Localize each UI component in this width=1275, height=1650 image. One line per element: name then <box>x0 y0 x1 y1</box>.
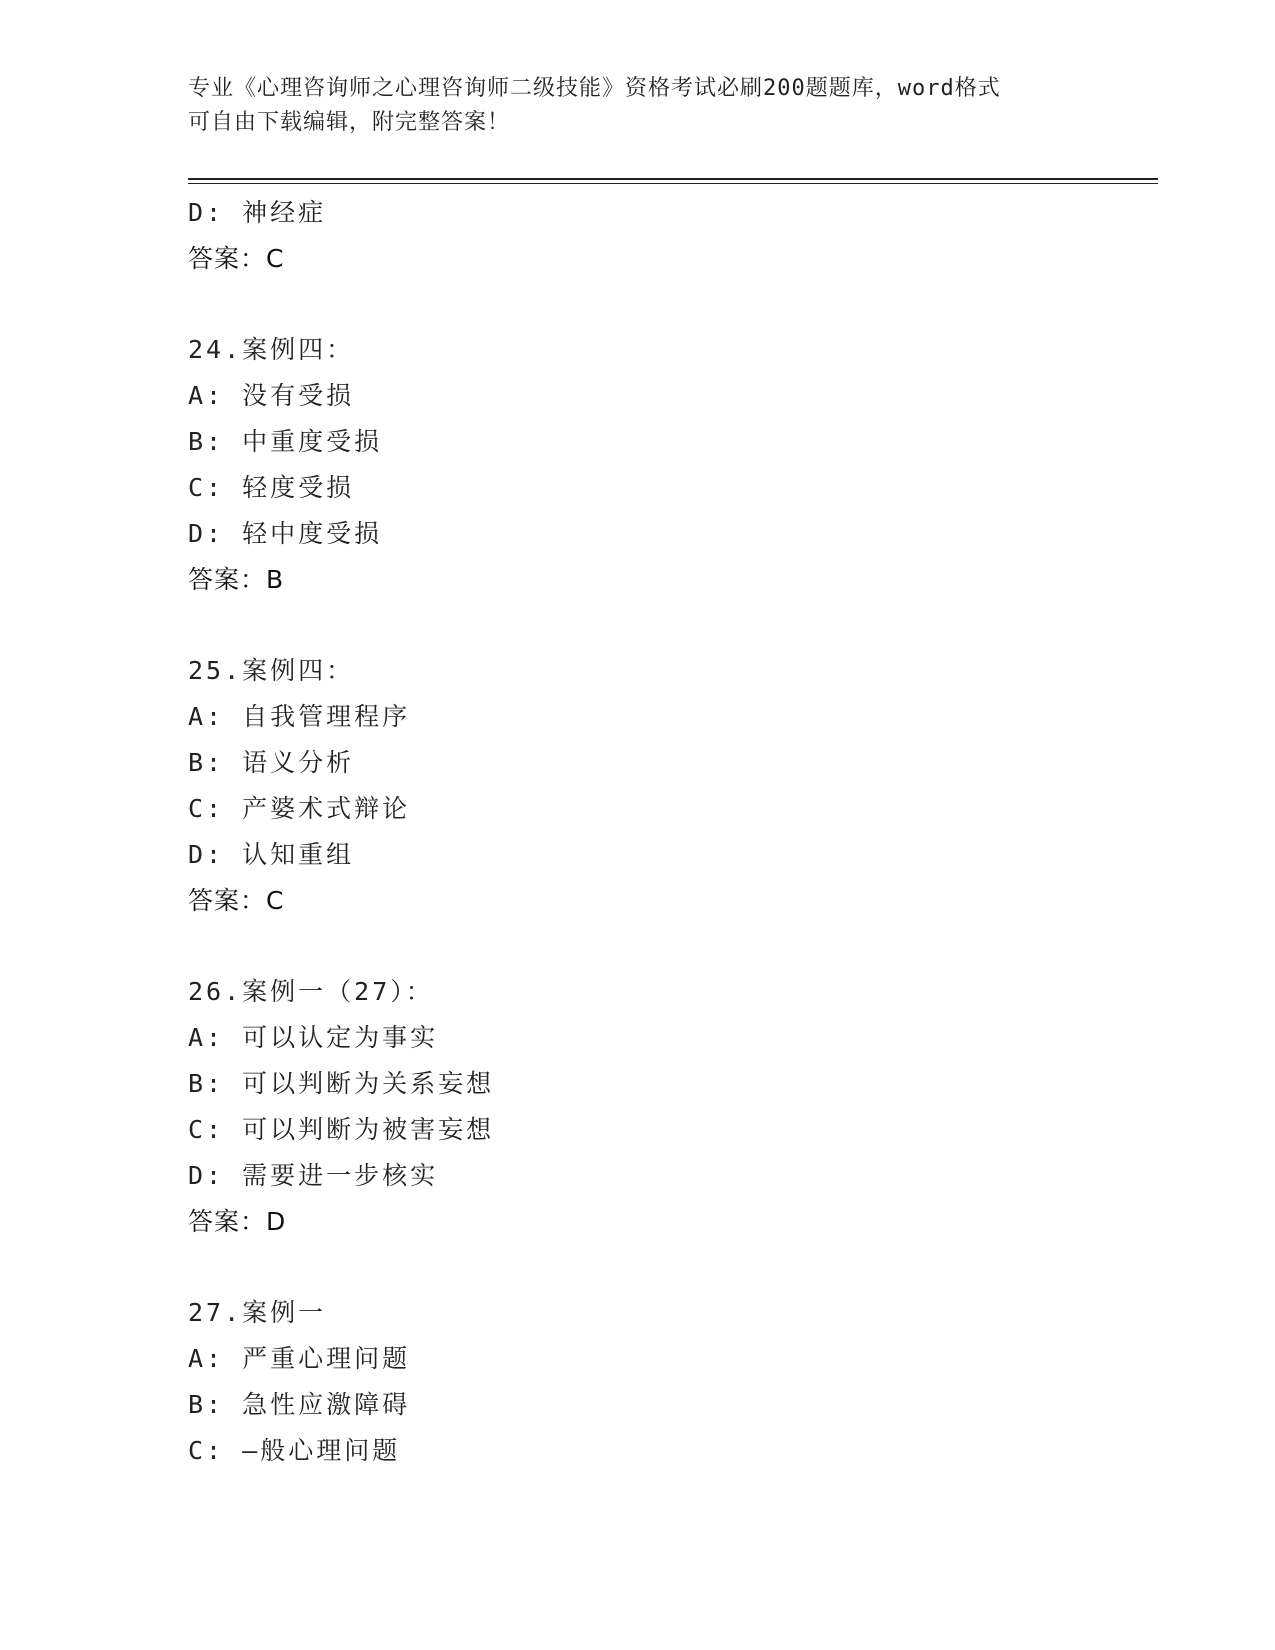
header-divider-thick <box>188 178 1158 180</box>
header-title-line1: 专业《心理咨询师之心理咨询师二级技能》资格考试必刷200题题库，word格式 <box>188 76 1001 101</box>
answer: 答案：D <box>188 1207 287 1236</box>
question-26 <box>188 969 1148 1245</box>
option-a: A: 没有受损 <box>188 381 355 410</box>
option-b: B: 可以判断为关系妄想 <box>188 1069 495 1098</box>
spacer <box>188 1245 1148 1290</box>
option-a: A: 可以认定为事实 <box>188 1023 439 1052</box>
question-24 <box>188 327 1148 603</box>
option-d: D: 认知重组 <box>188 840 355 869</box>
option-c: C: 轻度受损 <box>188 473 355 502</box>
prev-answer: 答案：C <box>188 244 285 273</box>
option-c: C: —般心理问题 <box>188 1436 401 1465</box>
question-title: 26.案例一（27）： <box>188 977 434 1006</box>
option-a: A: 自我管理程序 <box>188 702 411 731</box>
option-a: A: 严重心理问题 <box>188 1344 411 1373</box>
answer: 答案：C <box>188 886 285 915</box>
spacer <box>188 603 1148 648</box>
option-b: B: 中重度受损 <box>188 427 383 456</box>
spacer <box>188 282 1148 327</box>
question-title: 24.案例四： <box>188 335 355 364</box>
question-title: 25.案例四： <box>188 656 355 685</box>
option-d: D: 轻中度受损 <box>188 519 383 548</box>
question-27 <box>188 1290 1148 1474</box>
question-25 <box>188 648 1148 924</box>
document-header <box>188 72 1088 140</box>
option-c: C: 可以判断为被害妄想 <box>188 1115 495 1144</box>
option-d: D: 需要进一步核实 <box>188 1161 439 1190</box>
header-divider-thin <box>188 183 1158 184</box>
option-b: B: 急性应激障碍 <box>188 1390 411 1419</box>
question-list <box>188 190 1148 1474</box>
answer: 答案：B <box>188 565 285 594</box>
prev-option-d: D: 神经症 <box>188 198 327 227</box>
header-title-line2: 可自由下载编辑，附完整答案！ <box>188 110 511 135</box>
spacer <box>188 924 1148 969</box>
question-title: 27.案例一 <box>188 1298 327 1327</box>
option-c: C: 产婆术式辩论 <box>188 794 411 823</box>
option-b: B: 语义分析 <box>188 748 355 777</box>
